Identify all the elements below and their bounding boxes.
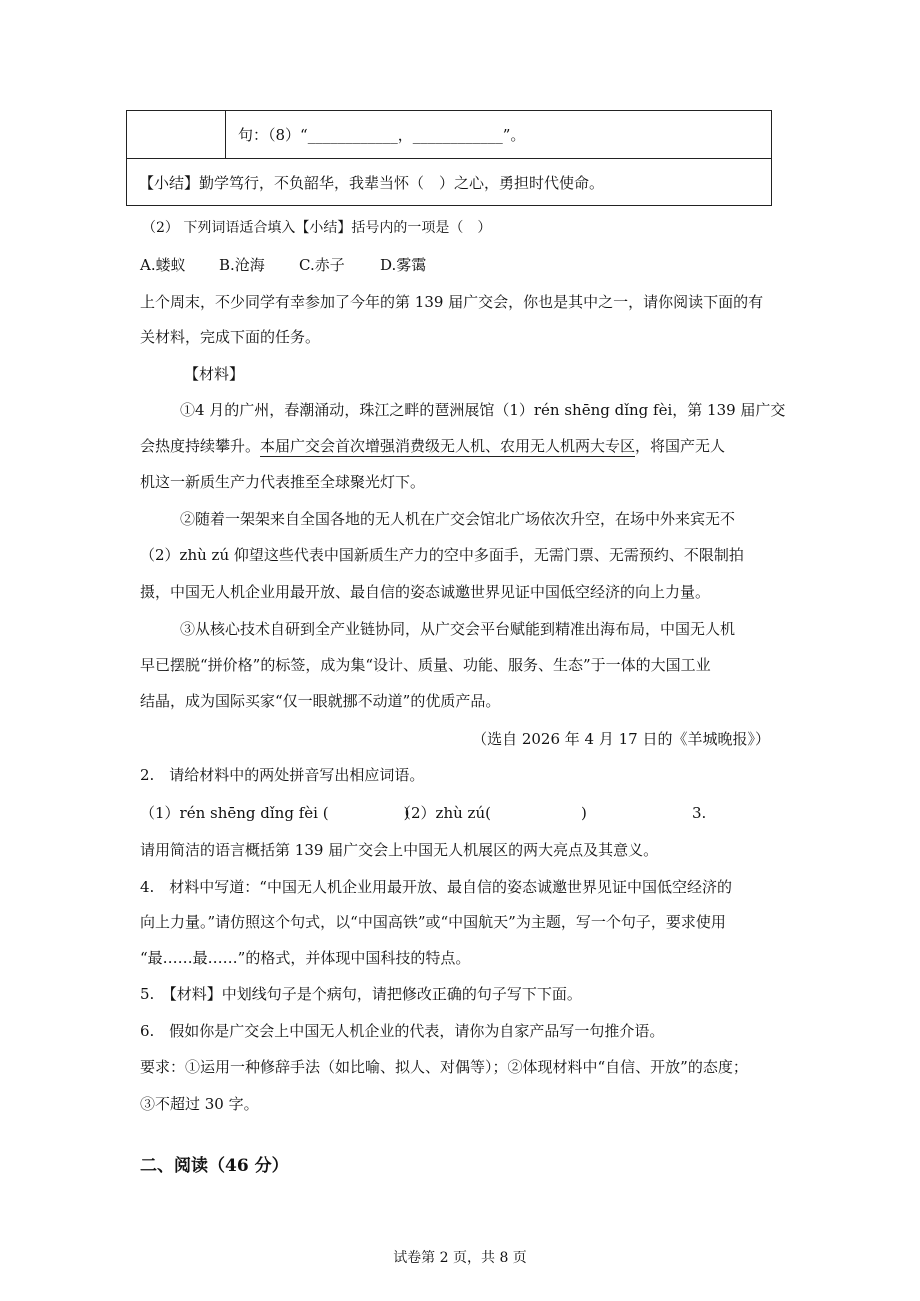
table-cell-sentence: 句：（8）“____________，____________”。 — [226, 111, 772, 159]
intro-line-2: 关材料，完成下面的任务。 — [140, 328, 321, 346]
underlined-sentence: 本届广交会首次增强消费级无人机、农用无人机两大专区 — [260, 437, 636, 455]
question-5: 5. 【材料】中划线句子是个病句，请把修改正确的句子写下下面。 — [140, 985, 582, 1003]
table-summary-row: 【小结】勤学笃行，不负韶华，我辈当怀（ ）之心，勇担时代使命。 — [127, 159, 772, 206]
material-label: 【材料】 — [184, 365, 245, 383]
question-2-part-1: （1）rén shēng dǐng fèi ( ) — [140, 804, 410, 822]
question-2: 2. 请给材料中的两处拼音写出相应词语。 — [140, 766, 425, 784]
p2-line-1: ②随着一架架来自全国各地的无人机在广交会馆北广场依次升空，在场中外来宾无不 — [180, 510, 736, 528]
question-6-line-1: 6. 假如你是广交会上中国无人机企业的代表，请你为自家产品写一句推介语。 — [140, 1022, 665, 1040]
question-3: 请用简洁的语言概括第 139 届广交会上中国无人机展区的两大亮点及其意义。 — [140, 841, 659, 859]
question-2-part-2: （2）zhù zú( ) — [396, 804, 587, 822]
question-3-number: 3. — [692, 804, 707, 822]
section-heading: 二、阅读（46 分） — [140, 1156, 289, 1176]
option-a: A.蝼蚁 — [140, 256, 186, 274]
question-4-line-1: 4. 材料中写道：“中国无人机企业用最开放、最自信的姿态诚邀世界见证中国低空经济的 — [140, 878, 732, 896]
intro-line-1: 上个周末，不少同学有幸参加了今年的第 139 届广交会，你也是其中之一，请你阅读下面的有 — [140, 293, 764, 311]
p2-line-2: （2）zhù zú 仰望这些代表中国新质生产力的空中多面手，无需门票、无需预约、不限制拍 — [140, 546, 744, 564]
page-footer: 试卷第 2 页，共 8 页 — [393, 1250, 527, 1266]
option-b: B.沧海 — [219, 256, 265, 274]
question-2-small: （2） 下列词语适合填入【小结】括号内的一项是（ ） — [142, 220, 492, 236]
option-d: D.雾霭 — [380, 256, 427, 274]
answer-table — [126, 110, 772, 206]
p1-line-2 — [140, 436, 725, 456]
p1-line-3: 机这一新质生产力代表推至全球聚光灯下。 — [140, 473, 426, 491]
p3-line-1: ③从核心技术自研到全产业链协同，从广交会平台赋能到精准出海布局，中国无人机 — [180, 620, 736, 638]
question-4-line-2: 向上力量。”请仿照这个句式，以“中国高铁”或“中国航天”为主题，写一个句子，要求使用 — [140, 913, 726, 931]
question-4-line-3: “最……最……”的格式，并体现中国科技的特点。 — [140, 949, 471, 967]
p1-line-2-tail: ，将国产无人 — [635, 437, 726, 455]
option-c: C.赤子 — [299, 256, 345, 274]
p1-line-1: ①4 月的广州，春潮涌动，珠江之畔的琶洲展馆（1）rén shēng dǐng fèi，第 139 届广交 — [180, 401, 786, 419]
p3-line-2: 早已摆脱“拼价格”的标签，成为集“设计、质量、功能、服务、生态”于一体的大国工业 — [140, 656, 711, 674]
table-cell-empty — [127, 111, 226, 159]
source-citation: （选自 2026 年 4 月 17 日的《羊城晚报》） — [472, 730, 770, 748]
p3-line-3: 结晶，成为国际买家“仅一眼就挪不动道”的优质产品。 — [140, 692, 501, 710]
question-6-line-2: 要求：①运用一种修辞手法（如比喻、拟人、对偶等）；②体现材料中“自信、开放”的态度； — [140, 1058, 748, 1076]
p1-line-2-plain: 会热度持续攀升。 — [140, 437, 261, 455]
p2-line-3: 摄，中国无人机企业用最开放、最自信的姿态诚邀世界见证中国低空经济的向上力量。 — [140, 583, 711, 601]
question-6-line-3: ③不超过 30 字。 — [140, 1095, 259, 1113]
